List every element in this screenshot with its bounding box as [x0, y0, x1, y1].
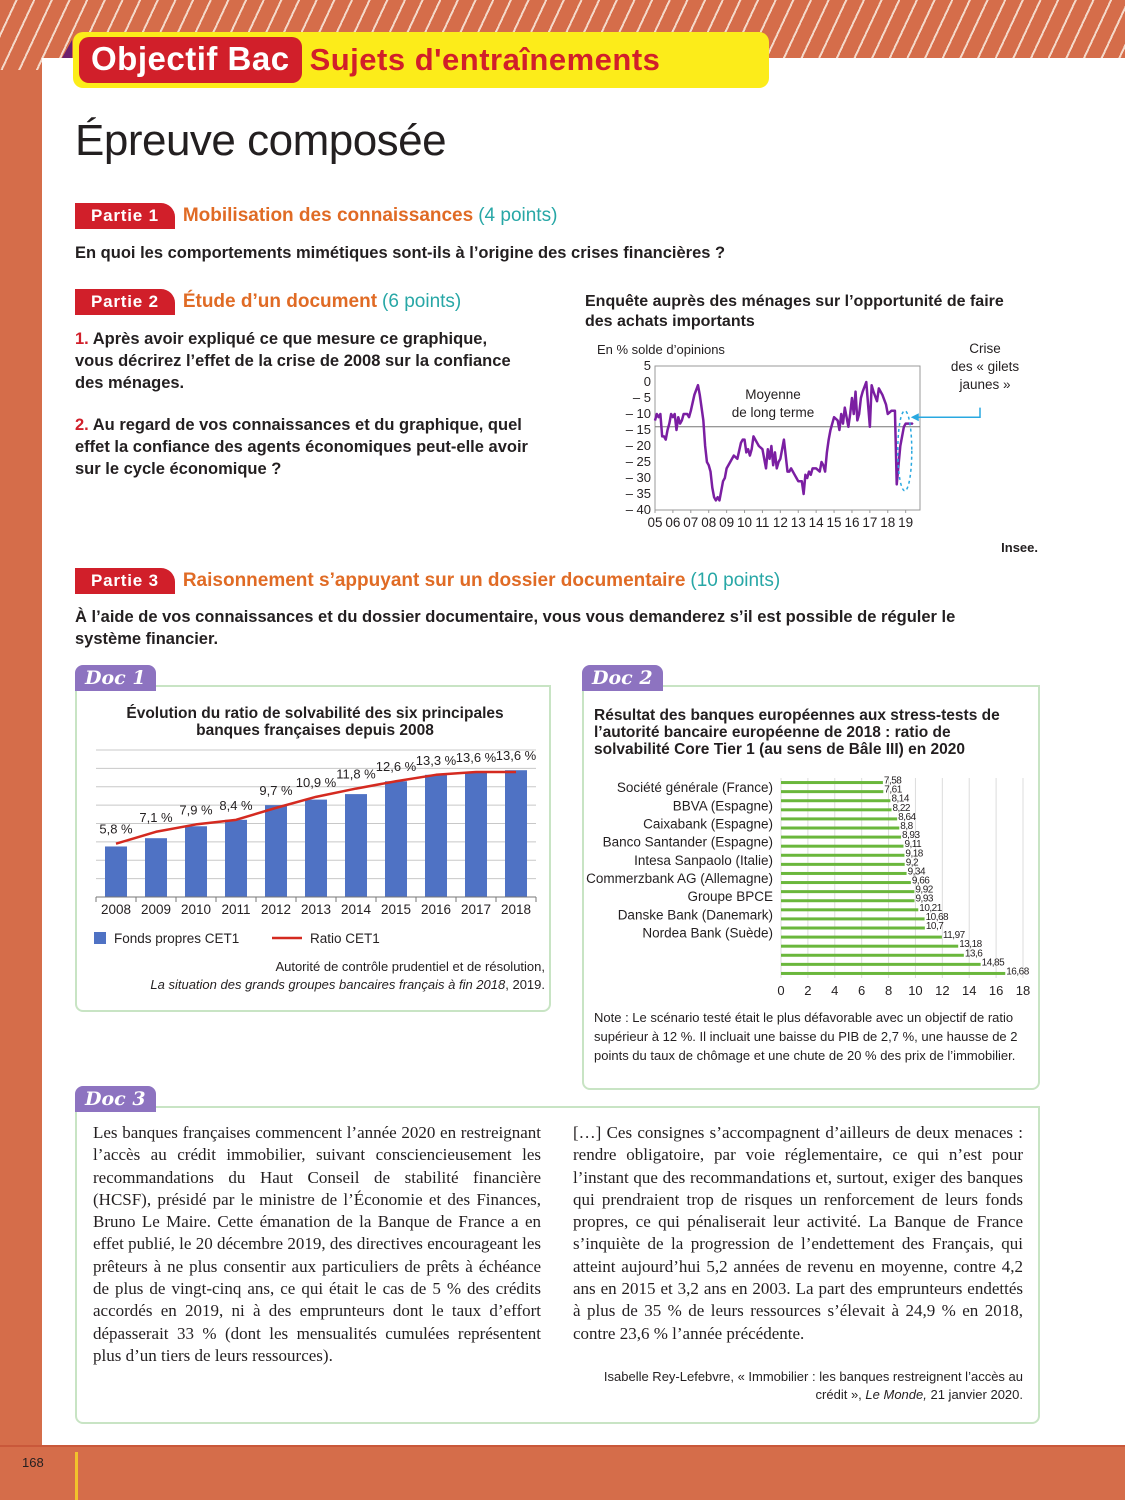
line-chart-title: Enquête auprès des ménages sur l’opportunité de faire des achats importants	[585, 293, 1004, 330]
x-tick-label: 12	[772, 515, 788, 530]
category-label: BBVA (Espagne)	[672, 798, 773, 814]
x-tick-label: 15	[826, 515, 842, 530]
y-tick-label: – 30	[625, 470, 651, 485]
data-label: 7,9 %	[179, 802, 213, 818]
data-point	[762, 449, 763, 450]
data-point	[660, 413, 661, 414]
value-label: 9,34	[907, 866, 926, 878]
value-label: 10,7	[925, 921, 944, 932]
data-point	[713, 497, 714, 498]
partie-1-title: Mobilisation des connaissances	[182, 205, 474, 226]
bar	[265, 805, 287, 897]
value-label: 8,8	[900, 821, 913, 832]
data-label: 10,9 %	[295, 774, 337, 790]
page-title: Épreuve composée	[75, 116, 447, 165]
x-tick-label: 2018	[500, 902, 532, 917]
bar	[345, 794, 367, 897]
bar	[145, 838, 167, 897]
x-tick-label: 2013	[300, 902, 332, 917]
x-tick-label: 14	[961, 983, 977, 998]
data-point	[808, 471, 809, 472]
data-point	[828, 439, 829, 440]
data-label: 7,1 %	[139, 809, 173, 825]
data-point	[694, 394, 695, 395]
category-label: Banco Santander (Espagne)	[602, 834, 773, 850]
value-label: 9,18	[905, 848, 923, 860]
x-tick-label: 4	[831, 983, 839, 998]
source-year: , 2019.	[505, 977, 545, 992]
value-label: 8,93	[902, 830, 920, 842]
data-point	[905, 423, 906, 424]
x-tick-label: 2016	[420, 902, 452, 917]
doc-1-source	[90, 958, 545, 994]
data-point	[708, 465, 709, 466]
data-point	[848, 426, 849, 427]
data-point	[715, 500, 716, 501]
banner-corner-decoration	[62, 40, 72, 58]
partie-3-points: (10 points)	[690, 570, 781, 591]
bar	[781, 817, 897, 820]
data-point	[676, 429, 677, 430]
data-label: 8,4 %	[219, 797, 253, 813]
partie-1-tag: Partie 1	[75, 203, 175, 229]
data-point	[816, 468, 817, 469]
data-point	[869, 426, 870, 427]
x-tick-label: 2009	[140, 902, 172, 917]
banner-label: Objectif Bac	[79, 37, 302, 83]
value-label: 9,11	[904, 839, 922, 851]
x-tick-label: 18	[880, 515, 896, 530]
data-point	[857, 420, 858, 421]
reference-label-line-2: de long terme	[731, 405, 815, 420]
legend-label-bars: Fonds propres CET1	[114, 931, 240, 946]
bar	[781, 963, 981, 966]
data-point	[681, 420, 682, 421]
x-tick-label: 08	[701, 515, 717, 530]
category-label: Groupe BPCE	[687, 889, 773, 905]
data-point	[801, 481, 802, 482]
solvency-bar-chart	[90, 745, 540, 955]
data-point	[703, 420, 704, 421]
question-number: 2.	[75, 416, 89, 434]
value-label: 7,58	[883, 775, 902, 787]
partie-3-question: À l’aide de vos connaissances et du dossier documentaire, vous vous demanderez s’il est possible de réguler le système financier.	[75, 608, 956, 648]
data-point	[796, 477, 797, 478]
partie-3-heading	[75, 568, 780, 594]
data-point	[701, 407, 702, 408]
x-tick-label: 16	[988, 983, 1004, 998]
y-axis-label: En % solde d’opinions	[597, 342, 725, 357]
stress-test-bar-chart	[585, 770, 1035, 1002]
data-point	[753, 436, 754, 437]
bar	[781, 854, 904, 857]
data-point	[712, 487, 713, 488]
bar	[781, 954, 964, 957]
doc-3-source	[573, 1368, 1023, 1404]
data-point	[873, 391, 874, 392]
x-tick-label: 09	[719, 515, 735, 530]
partie-2-tag: Partie 2	[75, 289, 175, 315]
data-label: 13,6 %	[455, 750, 497, 766]
confidence-line-chart	[585, 338, 1040, 558]
section-banner	[73, 32, 769, 88]
value-label: 13,18	[959, 939, 982, 951]
bar	[305, 800, 327, 897]
data-point	[726, 468, 727, 469]
data-point	[721, 490, 722, 491]
source-line-1: Autorité de contrôle prudentiel et de résolution,	[275, 959, 545, 974]
data-point	[746, 452, 747, 453]
data-point	[871, 385, 872, 386]
data-point	[778, 461, 779, 462]
data-point	[794, 474, 795, 475]
doc-2-tag: Doc 2	[582, 665, 663, 691]
doc-1-chart-title: Évolution du ratio de solvabilité des six principales banques françaises depuis 2008	[126, 705, 504, 739]
bar	[105, 846, 127, 897]
data-point	[769, 458, 770, 459]
data-point	[654, 420, 655, 421]
data-point	[900, 445, 901, 446]
partie-1-heading	[75, 203, 557, 229]
data-point	[663, 436, 664, 437]
data-label: 5,8 %	[99, 821, 133, 837]
data-point	[679, 423, 680, 424]
data-point	[688, 417, 689, 418]
question-text: Au regard de vos connaissances et du graphique, quel effet la confiance des agents économiques peut-elle avoir sur le cycle économique ?	[75, 416, 528, 478]
x-tick-label: 2014	[340, 902, 372, 917]
x-tick-label: 2012	[260, 902, 292, 917]
partie-2-heading	[75, 289, 461, 315]
value-label: 9,2	[905, 857, 919, 869]
data-point	[803, 493, 804, 494]
data-point	[722, 481, 723, 482]
bar	[425, 775, 447, 897]
x-tick-label: 10	[737, 515, 753, 530]
value-label: 7,61	[884, 784, 902, 796]
bar	[465, 773, 487, 897]
partie-1-points: (4 points)	[478, 205, 558, 226]
bar	[781, 936, 942, 939]
data-point	[859, 413, 860, 414]
data-point	[771, 445, 772, 446]
x-tick-label: 0	[777, 983, 785, 998]
data-point	[839, 429, 840, 430]
source-author-title: Isabelle Rey-Lefebvre, « Immobilier : les banques restreignent l’accès au crédit »,	[603, 1369, 1023, 1402]
doc-3-tag: Doc 3	[75, 1086, 156, 1112]
partie-1-question: En quoi les comportements mimétiques sont-ils à l’origine des crises financières ?	[75, 244, 726, 262]
data-point	[776, 468, 777, 469]
bar	[781, 863, 905, 866]
data-point	[773, 465, 774, 466]
data-point	[789, 471, 790, 472]
category-label: Intesa Sanpaolo (Italie)	[634, 852, 773, 868]
data-point	[912, 423, 913, 424]
data-point	[833, 417, 834, 418]
data-point	[737, 458, 738, 459]
data-point	[685, 413, 686, 414]
x-tick-label: 2017	[460, 902, 492, 917]
y-tick-label: – 40	[625, 502, 651, 517]
value-label: 10,68	[925, 911, 949, 923]
x-tick-label: 06	[665, 515, 681, 530]
legend-swatch-bars	[94, 932, 106, 944]
x-tick-label: 11	[755, 515, 770, 530]
data-label: 12,6 %	[375, 759, 417, 775]
value-label: 10,21	[919, 902, 942, 914]
data-point	[756, 442, 757, 443]
x-tick-label: 13	[790, 515, 806, 530]
value-label: 11,97	[942, 930, 965, 942]
bar	[781, 881, 911, 884]
data-point	[767, 449, 768, 450]
data-point	[755, 439, 756, 440]
question-number: 1.	[75, 330, 89, 348]
x-tick-label: 8	[884, 983, 893, 998]
bar	[781, 781, 883, 784]
data-point	[885, 404, 886, 405]
partie-3-tag: Partie 3	[75, 568, 175, 594]
page-number-divider	[75, 1452, 78, 1500]
data-point	[690, 410, 691, 411]
source-publication: Le Monde,	[865, 1387, 927, 1402]
x-tick-label: 2	[804, 983, 812, 998]
partie-2-title: Étude d’un document	[182, 291, 378, 312]
bar	[781, 927, 925, 930]
data-point	[805, 474, 806, 475]
bar	[781, 872, 907, 875]
x-tick-label: 2010	[180, 902, 212, 917]
y-tick-label: 5	[643, 358, 651, 373]
data-point	[866, 381, 867, 382]
data-point	[706, 461, 707, 462]
data-label: 9,7 %	[259, 783, 293, 799]
value-label: 9,66	[911, 875, 930, 887]
data-point	[742, 439, 743, 440]
data-point	[758, 445, 759, 446]
category-label: Commerzbank AG (Allemagne)	[586, 871, 773, 886]
data-point	[826, 452, 827, 453]
data-point	[744, 439, 745, 440]
x-tick-label: 2008	[100, 902, 132, 917]
doc-3-column-2: […] Ces consignes s’accompagnent d’ailleurs de deux menaces : rendre obligatoire, par voie réglementaire, ce qui n’est pour l’instant que des recommandations et, surtout, exiger des banques qui prendraient trop de risques un renforcement de leurs fonds propres, ce qui pénaliserait leur activité. La Banque de France s’inquiète de la progression de l’endettement des Français, qui atteint aujourd’hui 5,2 années de revenu en moyenne, contre 4,2 ans en 2015 et 3,2 ans en 2003. La part des emprunteurs endettés à plus de 35 % de leurs ressources s’élevait à 24,9 % en 2018, contre 23,6 % l’année précédente.	[573, 1123, 1023, 1343]
data-point	[862, 391, 863, 392]
category-label: Caixabank (Espagne)	[643, 816, 773, 832]
data-point	[678, 417, 679, 418]
data-point	[665, 439, 666, 440]
data-point	[787, 471, 788, 472]
value-label: 8,22	[892, 802, 910, 814]
data-point	[851, 397, 852, 398]
annotation-arrow-line	[915, 408, 980, 418]
question-text: Après avoir expliqué ce que mesure ce graphique, vous décrirez l’effet de la crise de 2008 sur la confiance des ménages.	[75, 330, 511, 392]
data-point	[810, 474, 811, 475]
x-tick-label: 12	[935, 983, 950, 998]
bar	[225, 820, 247, 897]
bar	[185, 826, 207, 897]
bar	[781, 908, 918, 911]
bar	[781, 899, 915, 902]
data-point	[907, 423, 908, 424]
data-point	[841, 413, 842, 414]
data-label: 11,8 %	[336, 766, 376, 782]
value-label: 8,64	[898, 811, 916, 823]
x-tick-label: 19	[898, 515, 914, 530]
data-point	[730, 461, 731, 462]
data-point	[683, 413, 684, 414]
x-tick-label: 05	[647, 515, 663, 530]
footer-bar	[0, 1445, 1125, 1500]
x-tick-label: 2015	[380, 902, 412, 917]
data-point	[774, 452, 775, 453]
data-point	[674, 413, 675, 414]
category-label: Danske Bank (Danemark)	[617, 907, 773, 923]
data-point	[719, 500, 720, 501]
category-label: Nordea Bank (Suède)	[642, 925, 773, 941]
data-point	[844, 407, 845, 408]
data-point	[656, 413, 657, 414]
y-tick-label: 0	[643, 374, 651, 389]
data-point	[783, 439, 784, 440]
data-point	[825, 471, 826, 472]
data-point	[765, 468, 766, 469]
y-tick-label: – 5	[632, 390, 651, 405]
data-point	[853, 413, 854, 414]
data-point	[658, 417, 659, 418]
bar	[781, 799, 890, 802]
y-tick-label: – 15	[625, 422, 651, 437]
annotation-text-1: Crise	[969, 341, 1001, 356]
x-tick-label: 18	[1015, 983, 1031, 998]
data-point	[812, 468, 813, 469]
data-label: 13,3 %	[415, 752, 457, 768]
data-point	[671, 413, 672, 414]
data-point	[876, 401, 877, 402]
data-point	[896, 484, 897, 485]
legend-label-line: Ratio CET1	[310, 931, 380, 946]
data-point	[705, 445, 706, 446]
data-point	[823, 465, 824, 466]
data-point	[790, 468, 791, 469]
data-point	[891, 410, 892, 411]
doc-2-note: Note : Le scénario testé était le plus défavorable avec un objectif de ratio supérieur à 12 %. Il incluait une baisse du PIB de 2,7 %, une hausse de 2 points du taux de chômage et une chute de 20 % des prix de l’immobilier.	[594, 1010, 1018, 1063]
value-label: 13,6	[964, 948, 983, 960]
bar	[781, 890, 914, 893]
bar	[505, 770, 527, 897]
y-tick-label: – 35	[625, 486, 651, 501]
data-point	[837, 420, 838, 421]
partie-2-question-2	[75, 414, 530, 480]
chart-source: Insee.	[1001, 540, 1038, 555]
x-tick-label: 14	[808, 515, 824, 530]
bar	[781, 945, 958, 948]
data-point	[860, 397, 861, 398]
x-tick-label: 10	[908, 983, 923, 998]
bar	[781, 972, 1005, 975]
data-point	[699, 394, 700, 395]
y-tick-label: – 20	[625, 438, 651, 453]
partie-3-title: Raisonnement s’appuyant sur un dossier documentaire	[182, 570, 686, 591]
data-point	[748, 449, 749, 450]
x-tick-label: 17	[862, 515, 878, 530]
bar	[781, 836, 901, 839]
annotation-text-2: des « gilets	[950, 359, 1020, 374]
value-label: 8,14	[891, 793, 909, 805]
annotation-text-3: jaunes »	[959, 377, 1011, 392]
bar	[781, 845, 903, 848]
data-point	[821, 461, 822, 462]
data-point	[830, 429, 831, 430]
data-point	[667, 429, 668, 430]
x-tick-label: 2011	[221, 902, 251, 917]
data-point	[751, 449, 752, 450]
data-point	[807, 477, 808, 478]
data-point	[850, 413, 851, 414]
data-point	[669, 423, 670, 424]
data-point	[740, 442, 741, 443]
reference-label-line-1: Moyenne	[745, 387, 801, 402]
source-line-2	[90, 976, 545, 994]
value-label: 9,92	[915, 884, 933, 896]
data-point	[672, 417, 673, 418]
source-date: 21 janvier 2020.	[930, 1387, 1023, 1402]
data-point	[710, 471, 711, 472]
value-label: 9,93	[915, 893, 933, 905]
bar	[385, 781, 407, 897]
data-point	[717, 497, 718, 498]
partie-2-points: (6 points)	[382, 291, 462, 312]
data-point	[780, 458, 781, 459]
value-label: 14,85	[981, 957, 1005, 969]
banner-sublabel: Sujets d'entraînements	[309, 42, 661, 77]
data-point	[662, 436, 663, 437]
data-point	[798, 481, 799, 482]
y-tick-label: – 10	[625, 406, 651, 421]
data-point	[724, 477, 725, 478]
data-point	[878, 388, 879, 389]
y-tick-label: – 25	[625, 454, 651, 469]
partie-2-question-1	[75, 328, 530, 394]
data-point	[687, 413, 688, 414]
bar	[781, 917, 925, 920]
doc-1-tag: Doc 1	[75, 665, 156, 691]
doc-2-chart-title: Résultat des banques européennes aux stress-tests de l’autorité bancaire européenne de 2018 : ratio de solvabilité Core Tier 1 (au sens de Bâle III) en 2020	[594, 707, 1000, 758]
doc-3-column-1: Les banques françaises commencent l’année 2020 en restreignant l’accès au crédit immobilier, suivant consciencieusement les recommandations du Haut Conseil de stabilité financière (HCSF), présidé par le ministre de l’Économie et des Finances, Bruno Le Maire. Cette émanation de la Banque de France a en effet publié, le 20 décembre 2019, des directives encourageant les prêteurs à ne plus consentir aux particuliers de prêts à échéance de plus de vingt-cinq ans, ce qui était le cas de 5 % des crédits accordés en 2019, ni à des emprunteurs dont le taux d’effort dépasserait 33 % (dont les mensualités cumulées représentent plus d’un tiers de leurs ressources).	[93, 1123, 541, 1365]
data-point	[903, 426, 904, 427]
x-tick-label: 6	[858, 983, 866, 998]
data-point	[819, 471, 820, 472]
bar	[781, 808, 892, 811]
data-label: 13,6 %	[495, 748, 537, 764]
data-point	[855, 391, 856, 392]
data-point	[697, 385, 698, 386]
data-point	[882, 394, 883, 395]
data-point	[733, 455, 734, 456]
x-tick-label: 16	[844, 515, 860, 530]
value-label: 16,68	[1006, 966, 1029, 978]
page-number: 168	[22, 1455, 44, 1470]
data-point	[842, 423, 843, 424]
data-point	[749, 455, 750, 456]
data-point	[894, 410, 895, 411]
data-point	[887, 413, 888, 414]
category-label: Société générale (France)	[616, 780, 773, 796]
x-tick-label: 07	[683, 515, 699, 530]
source-title: La situation des grands groupes bancaires français à fin 2018	[150, 977, 506, 992]
bar	[781, 827, 899, 830]
bar	[781, 790, 883, 793]
